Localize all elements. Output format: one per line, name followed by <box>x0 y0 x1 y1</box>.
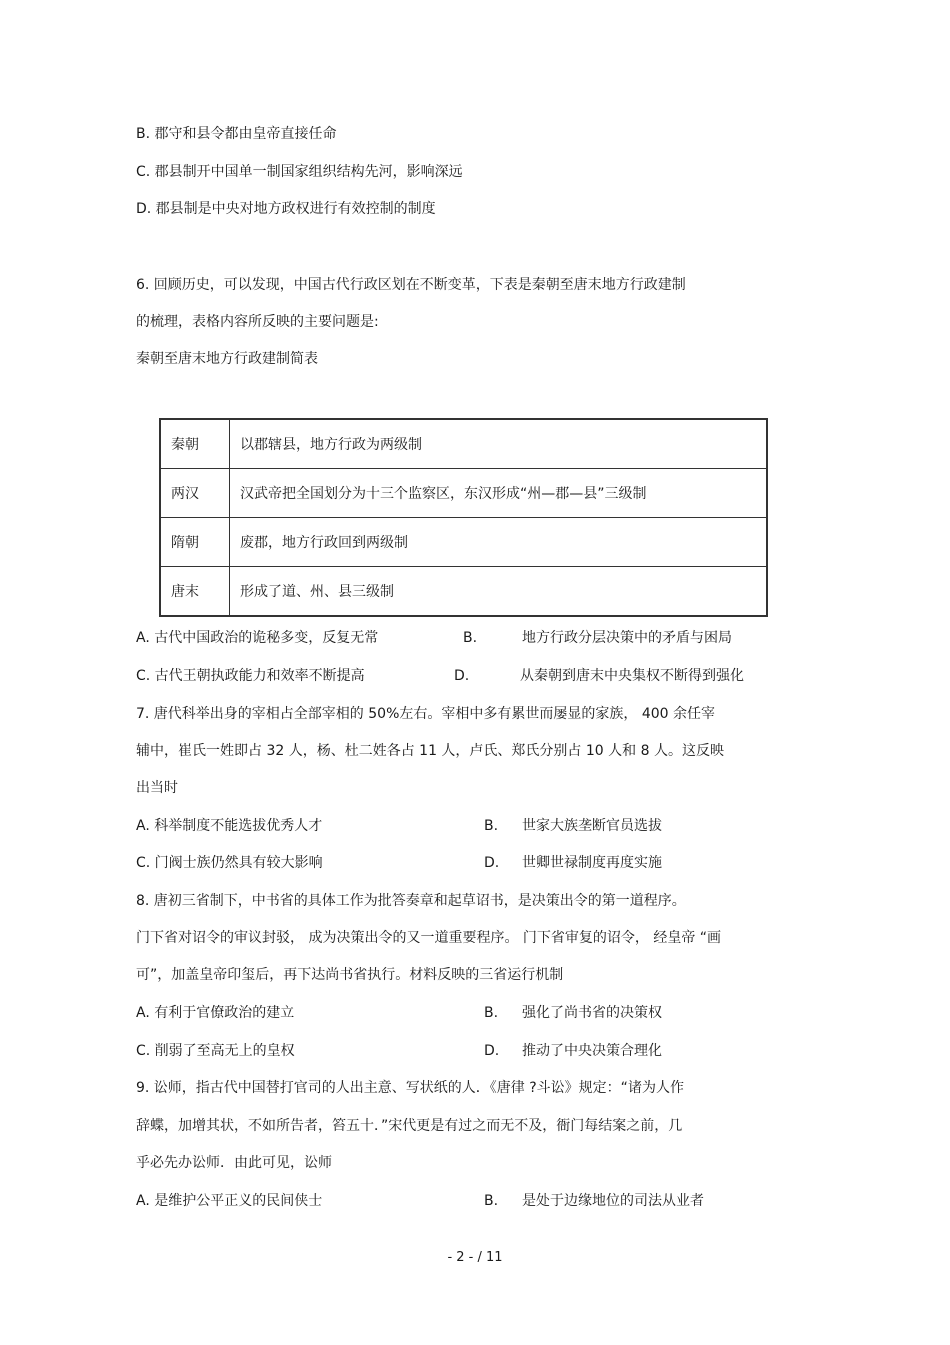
q8-option-a: A. 有利于官僚政治的建立 <box>136 1005 295 1021</box>
q7-option-b: 世家大族垄断官员选拔 <box>522 818 662 834</box>
q6-stem-line2: 的梳理，表格内容所反映的主要问题是: <box>136 314 379 330</box>
table-row <box>160 518 767 567</box>
q5-option-b: B. 郡守和县令都由皇帝直接任命 <box>136 126 337 142</box>
q6-option-c: C. 古代王朝执政能力和效率不断提高 <box>136 668 365 684</box>
description-cell: 汉武帝把全国划分为十三个监察区，东汉形成“州—郡—县”三级制 <box>230 469 768 518</box>
admin-system-table <box>159 418 768 617</box>
description-cell: 以郡辖县，地方行政为两级制 <box>230 419 768 469</box>
q7-option-d-letter: D. <box>484 855 500 871</box>
q8-stem-line1: 8. 唐初三省制下，中书省的具体工作为批答奏章和起草诏书，是决策出令的第一道程序。 <box>136 893 686 909</box>
table-row <box>160 419 767 469</box>
q7-option-b-letter: B. <box>484 818 499 834</box>
q7-option-c: C. 门阀士族仍然具有较大影响 <box>136 855 323 871</box>
q7-stem-line2: 辅中，崔氏一姓即占 32 人，杨、杜二姓各占 11 人，卢氏、郑氏分别占 10 人和 8 人。这反映 <box>136 743 724 759</box>
q6-option-b-letter: B. <box>463 630 478 646</box>
q8-option-b-letter: B. <box>484 1005 499 1021</box>
q9-stem-line2: 辞蝶，加增其状，不如所告者，笞五十．”宋代更是有过之而无不及，衙门每结案之前，几 <box>136 1118 683 1134</box>
dynasty-cell: 两汉 <box>160 469 230 518</box>
dynasty-cell: 隋朝 <box>160 518 230 567</box>
q5-option-d: D. 郡县制是中央对地方政权进行有效控制的制度 <box>136 201 436 217</box>
q6-table-title: 秦朝至唐末地方行政建制简表 <box>136 351 318 367</box>
q5-option-c: C. 郡县制开中国单一制国家组织结构先河，影响深远 <box>136 164 463 180</box>
page-number: - 2 - / 11 <box>447 1250 503 1265</box>
dynasty-cell: 秦朝 <box>160 419 230 469</box>
q9-option-b: 是处于边缘地位的司法从业者 <box>522 1193 704 1209</box>
description-cell: 形成了道、州、县三级制 <box>230 567 768 617</box>
q7-stem-line1: 7. 唐代科举出身的宰相占全部宰相的 50%左右。宰相中多有累世而屡显的家族， 400 余任宰 <box>136 706 715 722</box>
q9-stem-line1: 9. 讼师，指古代中国替打官司的人出主意、写状纸的人．《唐律 ?斗讼》规定：“诸为人作 <box>136 1080 684 1096</box>
q6-option-d-letter: D. <box>454 668 470 684</box>
q6-stem-line1: 6. 回顾历史，可以发现，中国古代行政区划在不断变革，下表是秦朝至唐末地方行政建制 <box>136 277 686 293</box>
q7-option-d: 世卿世禄制度再度实施 <box>522 855 662 871</box>
description-cell: 废郡，地方行政回到两级制 <box>230 518 768 567</box>
q8-option-c: C. 削弱了至高无上的皇权 <box>136 1043 295 1059</box>
q8-stem-line3: 可”，加盖皇帝印玺后，再下达尚书省执行。材料反映的三省运行机制 <box>136 967 564 983</box>
q6-option-d: 从秦朝到唐末中央集权不断得到强化 <box>520 668 744 684</box>
q8-option-d: 推动了中央决策合理化 <box>522 1043 662 1059</box>
q7-stem-line3: 出当时 <box>136 780 178 796</box>
dynasty-cell: 唐末 <box>160 567 230 617</box>
q7-option-a: A. 科举制度不能选拔优秀人才 <box>136 818 323 834</box>
q9-stem-line3: 乎必先办讼师．由此可见，讼师 <box>136 1155 332 1171</box>
q9-option-a: A. 是维护公平正义的民间侠士 <box>136 1193 323 1209</box>
q9-option-b-letter: B. <box>484 1193 499 1209</box>
q8-option-d-letter: D. <box>484 1043 500 1059</box>
q8-option-b: 强化了尚书省的决策权 <box>522 1005 662 1021</box>
table-row <box>160 567 767 617</box>
q6-option-b: 地方行政分层决策中的矛盾与困局 <box>522 630 732 646</box>
q8-stem-line2: 门下省对诏令的审议封驳， 成为决策出令的又一道重要程序。 门下省审复的诏令， 经皇帝 “画 <box>136 930 722 946</box>
table-row <box>160 469 767 518</box>
q6-option-a: A. 古代中国政治的诡秘多变，反复无常 <box>136 630 379 646</box>
